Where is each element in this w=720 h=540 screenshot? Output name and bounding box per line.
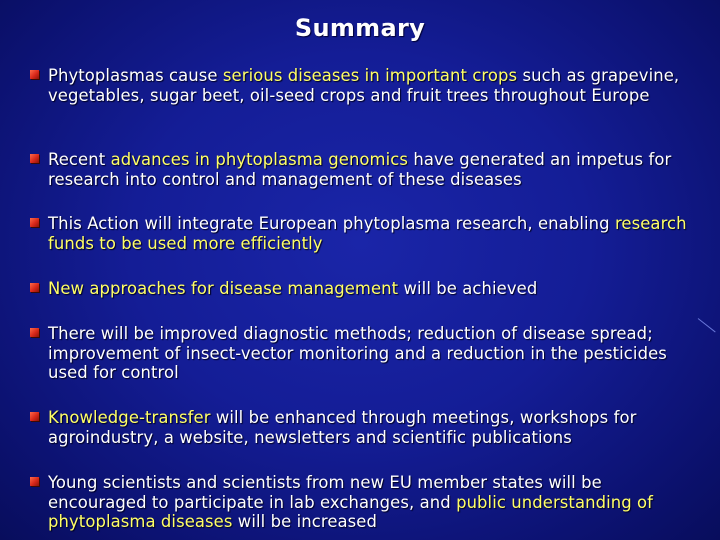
bullet-text: [48, 279, 690, 299]
bullet-text-part: have generated an impetus for research into control and management of these diseases: [48, 150, 672, 189]
bullet-square-icon: [30, 328, 39, 337]
bullet-text-part: Phytoplasmas cause: [48, 66, 223, 85]
bullet-text-part: This Action will integrate European phytoplasma research, enabling: [48, 214, 615, 233]
bullet-text-part: Young scientists and scientists from new EU member states will be encouraged to participate in lab exchanges, and: [48, 473, 602, 512]
highlighted-text: New approaches for disease management: [48, 279, 399, 298]
highlighted-text: Knowledge-transfer: [48, 408, 211, 427]
bullet-text-part: such as grapevine, vegetables, sugar beet, oil-seed crops and fruit trees throughout Europe: [48, 66, 680, 105]
bullet-text: [48, 214, 690, 253]
highlighted-text: serious diseases in important crops: [222, 66, 518, 85]
bullet-text: [48, 473, 690, 532]
bullet-text: [48, 408, 690, 447]
bullet-text-part: will be increased: [232, 512, 377, 531]
highlighted-text: research funds to be used more efficiently: [48, 214, 687, 253]
highlighted-text: advances in phytoplasma genomics: [110, 150, 409, 169]
bullet-square-icon: [30, 412, 39, 421]
bullet-square-icon: [30, 283, 39, 292]
bullet-text-part: will be achieved: [398, 279, 538, 298]
bullet-text: [48, 150, 690, 189]
bullet-square-icon: [30, 70, 39, 79]
bullet-text-part: Recent: [48, 150, 111, 169]
slide-title: Summary: [294, 14, 426, 42]
bullet-text: [48, 66, 690, 105]
bullet-square-icon: [30, 154, 39, 163]
bullet-square-icon: [30, 218, 39, 227]
bullet-square-icon: [30, 477, 39, 486]
bullet-text-part: will be enhanced through meetings, workshops for agroindustry, a website, newsletters and scientific publications: [48, 408, 637, 447]
highlighted-text: public understanding of phytoplasma diseases: [48, 492, 654, 531]
bullet-text: There will be improved diagnostic methods; reduction of disease spread; improvement of insect-vector monitoring and a reduction in the pesticides used for control: [48, 324, 667, 382]
